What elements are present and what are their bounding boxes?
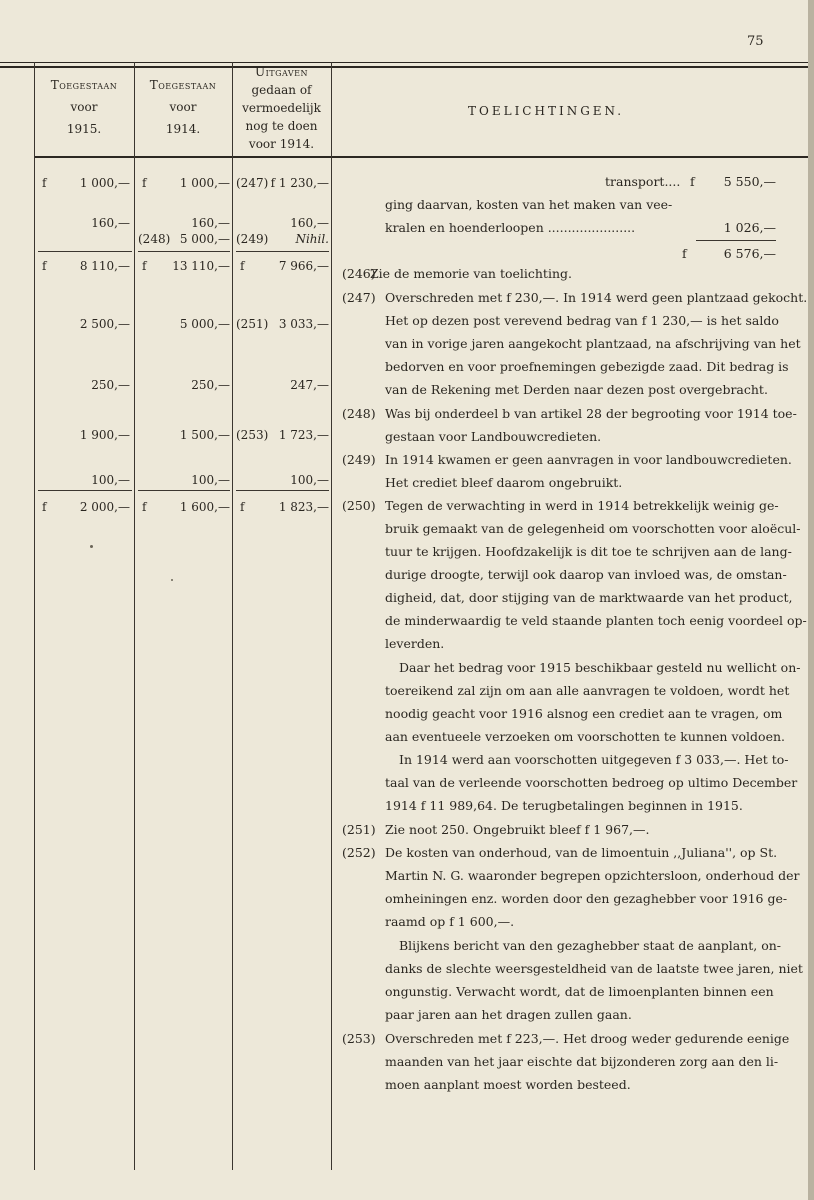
currency-f: f	[42, 176, 47, 190]
sum-line	[138, 251, 230, 252]
sum-line	[38, 251, 132, 252]
note-text	[385, 286, 808, 401]
note-number: (252)	[342, 845, 376, 860]
amount-1914: 1 000,—	[179, 176, 230, 190]
note-line: toereikend zal zijn om aan alle aanvragen te voldoen, wordt het	[385, 683, 790, 698]
currency-f: f	[42, 259, 47, 273]
header-rule	[34, 156, 808, 158]
transport-text: ging daarvan, kosten van het maken van vee-	[385, 197, 673, 212]
note-line: maanden van het jaar eischte dat bijzonderen zorg aan den li-	[385, 1054, 779, 1069]
note-line: bedorven en voor proefnemingen gebezigde zaad. Dit bedrag is	[385, 359, 789, 374]
currency-f: f	[240, 259, 245, 273]
note-line: Het crediet bleef daarom ongebruikt.	[385, 475, 623, 490]
header-toegestaan-1914	[134, 74, 232, 140]
note-line: moen aanplant moest worden besteed.	[385, 1077, 631, 1092]
note-line: Overschreden met f 223,—. Het droog weder gedurende eenige	[385, 1031, 790, 1046]
note-line: danks de slechte weersgesteldheid van de laatste twee jaren, niet	[385, 961, 803, 976]
currency-f: f	[690, 174, 695, 189]
amount-1915: 1 900,—	[79, 428, 130, 442]
amount-uitgaven: 100,—	[290, 473, 329, 487]
note-line: noodig geacht voor 1916 alsnog een crediet aan te vragen, om	[385, 706, 783, 721]
note-ref: (251)	[236, 317, 269, 331]
paper-speck	[90, 545, 93, 548]
note-line: 1914 f 11 989,64. De terugbetalingen beginnen in 1915.	[385, 798, 743, 813]
transport-amount: 5 550,—	[723, 174, 776, 189]
note-line: Het op dezen post verevend bedrag van f 1 230,— is het saldo	[385, 313, 779, 328]
header-line: 1914.	[165, 122, 201, 136]
note-line: ongunstig. Verwacht wordt, dat de limoenplanten binnen een	[385, 984, 774, 999]
note-line: Blijkens bericht van den gezaghebber staat de aanplant, on-	[399, 938, 782, 953]
amount-1915: 160,—	[91, 216, 130, 230]
note-ref: (248)	[138, 232, 171, 246]
note-line: De kosten van onderhoud, van de limoentuin ,,Juliana'', op St.	[385, 845, 778, 860]
note-line: Tegen de verwachting in werd in 1914 betrekkelijk weinig ge-	[385, 498, 779, 513]
transport-amount: 1 026,—	[723, 220, 776, 235]
header-line: voor 1914.	[248, 137, 315, 151]
note-line: tuur te krijgen. Hoofdzakelijk is dit toe te schrijven aan de lang-	[385, 544, 792, 559]
column-line	[134, 62, 135, 1170]
header-line: Uitgaven	[255, 65, 308, 79]
page-number: 75	[747, 34, 764, 49]
amount-1914: 160,—	[191, 216, 230, 230]
note-line: de minderwaardig te veld staande planten toch eenig voordeel op-	[385, 613, 807, 628]
header-line: voor	[169, 100, 197, 114]
note-line: aan eventueele verzoeken om voorschotten te kunnen voldoen.	[385, 729, 785, 744]
note-line: bruik gemaakt van de gelegenheid om voorschotten voor aloëcul-	[385, 521, 801, 536]
note-number: (250)	[342, 498, 376, 513]
total-1914: 13 110,—	[172, 259, 230, 273]
note-line: Overschreden met f 230,—. In 1914 werd geen plantzaad gekocht.	[385, 290, 808, 305]
note-line: paar jaren aan het dragen zullen gaan.	[385, 1007, 632, 1022]
sum-line	[38, 490, 132, 491]
note-line: van in vorige jaren aangekocht plantzaad, na afschrijving van het	[385, 336, 801, 351]
column-line	[34, 62, 35, 1170]
amount-uitgaven: 160,—	[290, 216, 329, 230]
top-rule-2	[0, 66, 808, 68]
note-text	[385, 841, 800, 933]
note-text	[385, 494, 807, 655]
header-line: nog te doen	[245, 119, 318, 133]
amount-1914: 5 000,—	[179, 232, 230, 246]
amount-uitgaven: 3 033,—	[278, 317, 329, 331]
sum-line	[236, 251, 329, 252]
amount-uitgaven: 247,—	[290, 378, 329, 392]
note-line: gestaan voor Landbouwcredieten.	[385, 429, 602, 444]
amount-uitgaven: f 1 230,—	[270, 176, 329, 190]
header-toegestaan-1915	[34, 74, 134, 140]
currency-f: f	[142, 259, 147, 273]
note-line: durige droogte, terwijl ook daarop van invloed was, de omstan-	[385, 567, 787, 582]
total-1915: 2 000,—	[79, 500, 130, 514]
currency-f: f	[42, 500, 47, 514]
header-line: 1915.	[66, 122, 102, 136]
note-text	[385, 448, 792, 494]
header-toelichtingen: TOELICHTINGEN.	[468, 104, 625, 118]
note-line: Martin N. G. waaronder begrepen opzichtersloon, onderhoud der	[385, 868, 800, 883]
note-number: (253)	[342, 1031, 376, 1046]
note-line: taal van de verleende voorschotten bedroeg op ultimo December	[385, 775, 798, 790]
note-line: Daar het bedrag voor 1915 beschikbaar gesteld nu wellicht on-	[399, 660, 801, 675]
note-number: (249)	[342, 452, 376, 467]
header-line: vermoedelijk	[242, 101, 321, 115]
note-line: Was bij onderdeel b van artikel 28 der begrooting voor 1914 toe-	[385, 406, 797, 421]
note-text	[370, 262, 776, 285]
note-ref: (253)	[236, 428, 269, 442]
amount-1915: 100,—	[91, 473, 130, 487]
sum-line	[696, 240, 776, 241]
transport-text: kralen en hoenderloopen ......................	[385, 220, 636, 235]
total-uitgaven: 7 966,—	[278, 259, 329, 273]
note-ref: (247)	[236, 176, 269, 190]
amount-1914: 1 500,—	[179, 428, 230, 442]
note-number: (248)	[342, 406, 376, 421]
note-text	[385, 934, 803, 1026]
header-line: Toegestaan	[50, 78, 118, 92]
amount-1914: 250,—	[191, 378, 230, 392]
currency-f: f	[682, 246, 687, 261]
note-text	[385, 748, 798, 817]
note-line: Zie de memorie van toelichting.	[370, 266, 572, 281]
note-line: Zie noot 250. Ongebruikt bleef f 1 967,—.	[385, 822, 650, 837]
column-line	[232, 62, 233, 1170]
note-text	[385, 1027, 790, 1096]
amount-uitgaven: 1 723,—	[278, 428, 329, 442]
sum-line	[138, 490, 230, 491]
transport-total: 6 576,—	[723, 246, 776, 261]
note-line: In 1914 werd aan voorschotten uitgegeven f 3 033,—. Het to-	[399, 752, 789, 767]
currency-f: f	[142, 176, 147, 190]
amount-uitgaven: Nihil.	[295, 232, 329, 246]
amount-1914: 5 000,—	[179, 317, 230, 331]
column-line	[331, 62, 332, 1170]
header-line: gedaan of	[251, 83, 312, 97]
note-ref: (249)	[236, 232, 269, 246]
paper-speck	[171, 579, 173, 581]
header-line: voor	[70, 100, 98, 114]
amount-1915: 250,—	[91, 378, 130, 392]
note-text	[385, 656, 801, 748]
note-line: leverden.	[385, 636, 445, 651]
currency-f: f	[142, 500, 147, 514]
total-uitgaven: 1 823,—	[278, 500, 329, 514]
note-number: (246)	[342, 266, 376, 281]
note-line: In 1914 kwamen er geen aanvragen in voor landbouwcredieten.	[385, 452, 792, 467]
note-line: raamd op f 1 600,—.	[385, 914, 515, 929]
sum-line	[236, 490, 329, 491]
amount-1914: 100,—	[191, 473, 230, 487]
note-number: (247)	[342, 290, 376, 305]
header-line: Toegestaan	[149, 78, 217, 92]
note-line: van de Rekening met Derden naar dezen post overgebracht.	[385, 382, 768, 397]
note-line: digheid, dat, door stijging van de marktwaarde van het product,	[385, 590, 793, 605]
currency-f: f	[240, 500, 245, 514]
note-text	[385, 402, 797, 448]
note-text	[385, 818, 776, 841]
header-uitgaven	[232, 63, 331, 153]
note-line: omheiningen enz. worden door den gezaghebber voor 1916 ge-	[385, 891, 788, 906]
total-1914: 1 600,—	[179, 500, 230, 514]
note-number: (251)	[342, 822, 376, 837]
amount-1915: 1 000,—	[79, 176, 130, 190]
top-rule	[0, 62, 808, 63]
transport-label: transport....	[605, 174, 681, 189]
total-1915: 8 110,—	[79, 259, 130, 273]
amount-1915: 2 500,—	[79, 317, 130, 331]
